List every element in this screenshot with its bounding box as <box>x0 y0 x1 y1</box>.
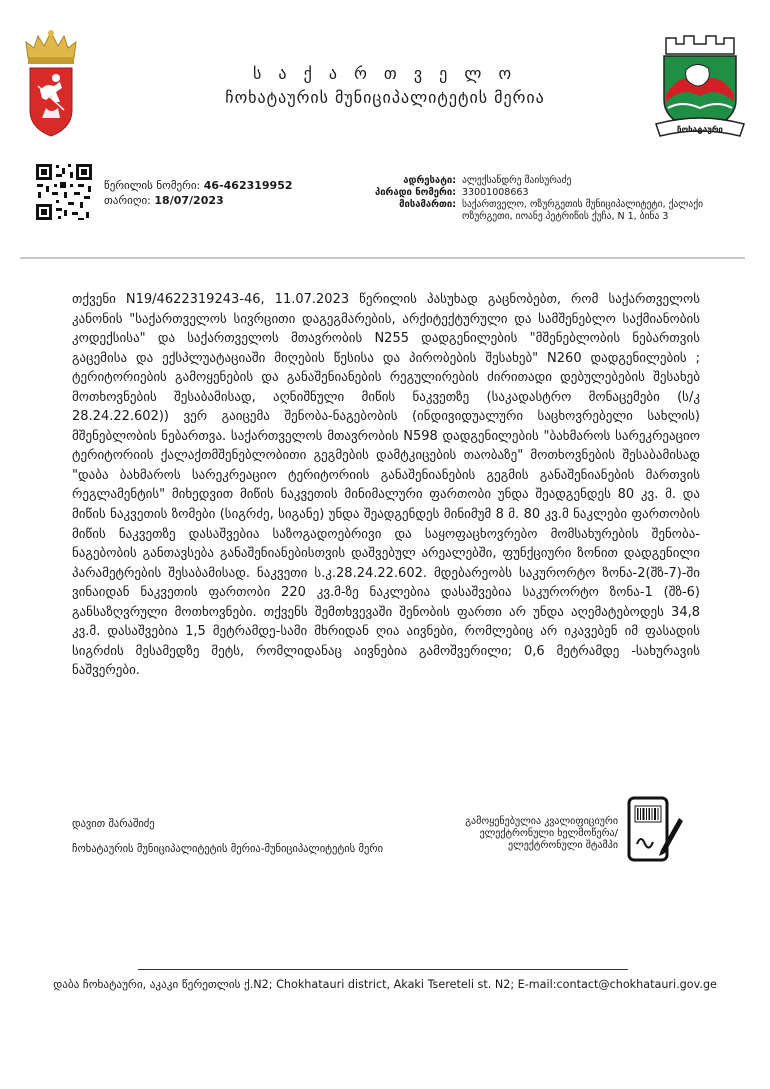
addressee-label: ადრესატი: <box>403 175 456 186</box>
electronic-signature-note <box>418 816 618 852</box>
address-row <box>328 199 748 223</box>
addressee-value: ალექსანდრე მაისურაძე <box>462 175 572 186</box>
letter-body: თქვენი N19/4622319243-46, 11.07.2023 წერილის პასუხად გაცნობებთ, რომ საქართველოს კანონის "საქართველოს სივრცითი დაგეგმარების, არქიტექტურული და სამშენებლო საქმიანობის კოდექსისა" და საქართველოს მთავრობის N255 დადგენილების "მშენებლობის ნებართვის გაცემისა და ექსპლუატაციაში მიღების წესისა და პირობების შესახებ" N260 დადგენილების ; ტერიტორიების გამოყენების და განაშენიანების რეგულირების ძირითადი დებულებების შესახებ მოთხოვნების შესაბამისად, აღნიშნული მიწის ნაკვეთზე (საკადასტრო მონაცემები (ს/კ 28.24.22.602)) ვერ გაიცემა შენობა-ნაგებობის (ინდივიდუალური საცხოვრებელი სახლის) მშენებლობის ნებართვა. საქართველოს მთავრობის N598 დადგენილების "ბახმაროს სარეკრეაციო ტერიტორიის ქალაქთმშენებლობითი გეგმების დამტკიცების თაობაზე" მოთხოვნების შესაბამისად "დაბა ბახმაროს სარეკრეაციო ტერიტორიის განაშენიანების გეგმის განაშენიანების მართვის რეგლამენტის" მიხედვით მიწის ნაკვეთის მინიმალური ფართობი უნდა შეადგენდეს 80 კვ. მ. და მიწის ნაკვეთის ზომები (სიგრძე, სიგანე) უნდა შეადგენდეს მინიმუმ 8 მ. 80 კვ.მ ნაკლები ფართობის მიწის ნაკვეთზე დასაშვებია საზოგადოებრივი და საყოფაცხოვრებო მომსახურების შენობა-ნაგებობის განთავსება განაშენიანებისთვის დაშვებულ არეალებში, ფუნქციური ზონით დადგენილი პარამეტრების შესაბამისად. ნაკვეთი ს.კ.28.24.22.602. მდებარეობს საკურორტო ზონა-2(შზ-7)-ში ვინაიდან ნაკვეთის ფართობი 220 კვ.მ-ზე ნაკლებია დასაშვებია საკურორტო ზონა-1 (შზ-6) განსაზღვრული მოთხოვნები. თქვენს შემთხვევაში შენობის ფართი არ უნდა აღემატებოდეს 34,8 კვ.მ. დასაშვებია 1,5 მეტრამდე-სამი მხრიდან ღია აივნები, რომლებიც არ იკავებენ იმ ფასადის სიგრძის მესამედზე მეტს, რომლიდანაც აივნებია გამოშვერილი; 0,6 მეტრამდე -სახურავის ნაშვერები. <box>72 292 700 679</box>
esig-line-2: ელექტრონული ხელმოწერა/ <box>479 828 618 839</box>
id-label: პირადი ნომერი: <box>374 187 456 198</box>
letter-date-label: თარიღი: <box>104 194 151 207</box>
letter-meta <box>104 178 293 208</box>
chokhatauri-emblem-icon <box>652 30 748 142</box>
id-row <box>328 187 748 199</box>
municipality-title: ჩოხატაურის მუნიციპალიტეტის მერია <box>225 88 545 107</box>
footer-address: დაბა ჩოხატაური, აკაკი წერეთლის ქ.N2; Chokhatauri district, Akaki Tsereteli st. N2; E-mail:contact@chokhatauri.gov.ge <box>53 978 717 991</box>
georgia-coat-of-arms-icon <box>20 28 82 138</box>
recipient-block <box>328 175 748 223</box>
address-value: საქართველო, ოზურგეთის მუნიციპალიტეტი, ქალაქი ოზურგეთი, იოანე პეტრიწის ქუჩა, N 1, ბინა 3 <box>462 199 704 222</box>
esig-line-1: გამოყენებულია კვალიფიციური <box>465 816 618 827</box>
letter-date-row <box>104 193 293 208</box>
letter-number-label: წერილის ნომერი: <box>104 179 201 192</box>
letter-date: 18/07/2023 <box>154 194 224 207</box>
address-label: მისამართი: <box>399 199 456 210</box>
emblem-ribbon-text: ჩოხატაური <box>677 125 723 134</box>
letter-number-row <box>104 178 293 193</box>
footer-divider <box>138 969 628 970</box>
qr-code-icon <box>34 162 94 222</box>
country-title: ს ა ქ ა რ თ ვ ე ლ ო <box>252 64 518 83</box>
electronic-signature-icon <box>625 796 685 864</box>
letter-number: 46-462319952 <box>203 179 293 192</box>
esig-line-3: ელექტრონული შტამპი <box>507 840 618 851</box>
signer-position: ჩოხატაურის მუნიციპალიტეტის მერია-მუნიციპალიტეტის მერი <box>72 843 384 855</box>
header-divider <box>20 257 745 259</box>
addressee-row <box>328 175 748 187</box>
id-value: 33001008663 <box>462 187 529 198</box>
signer-name: დავით შარაშიძე <box>72 818 155 830</box>
